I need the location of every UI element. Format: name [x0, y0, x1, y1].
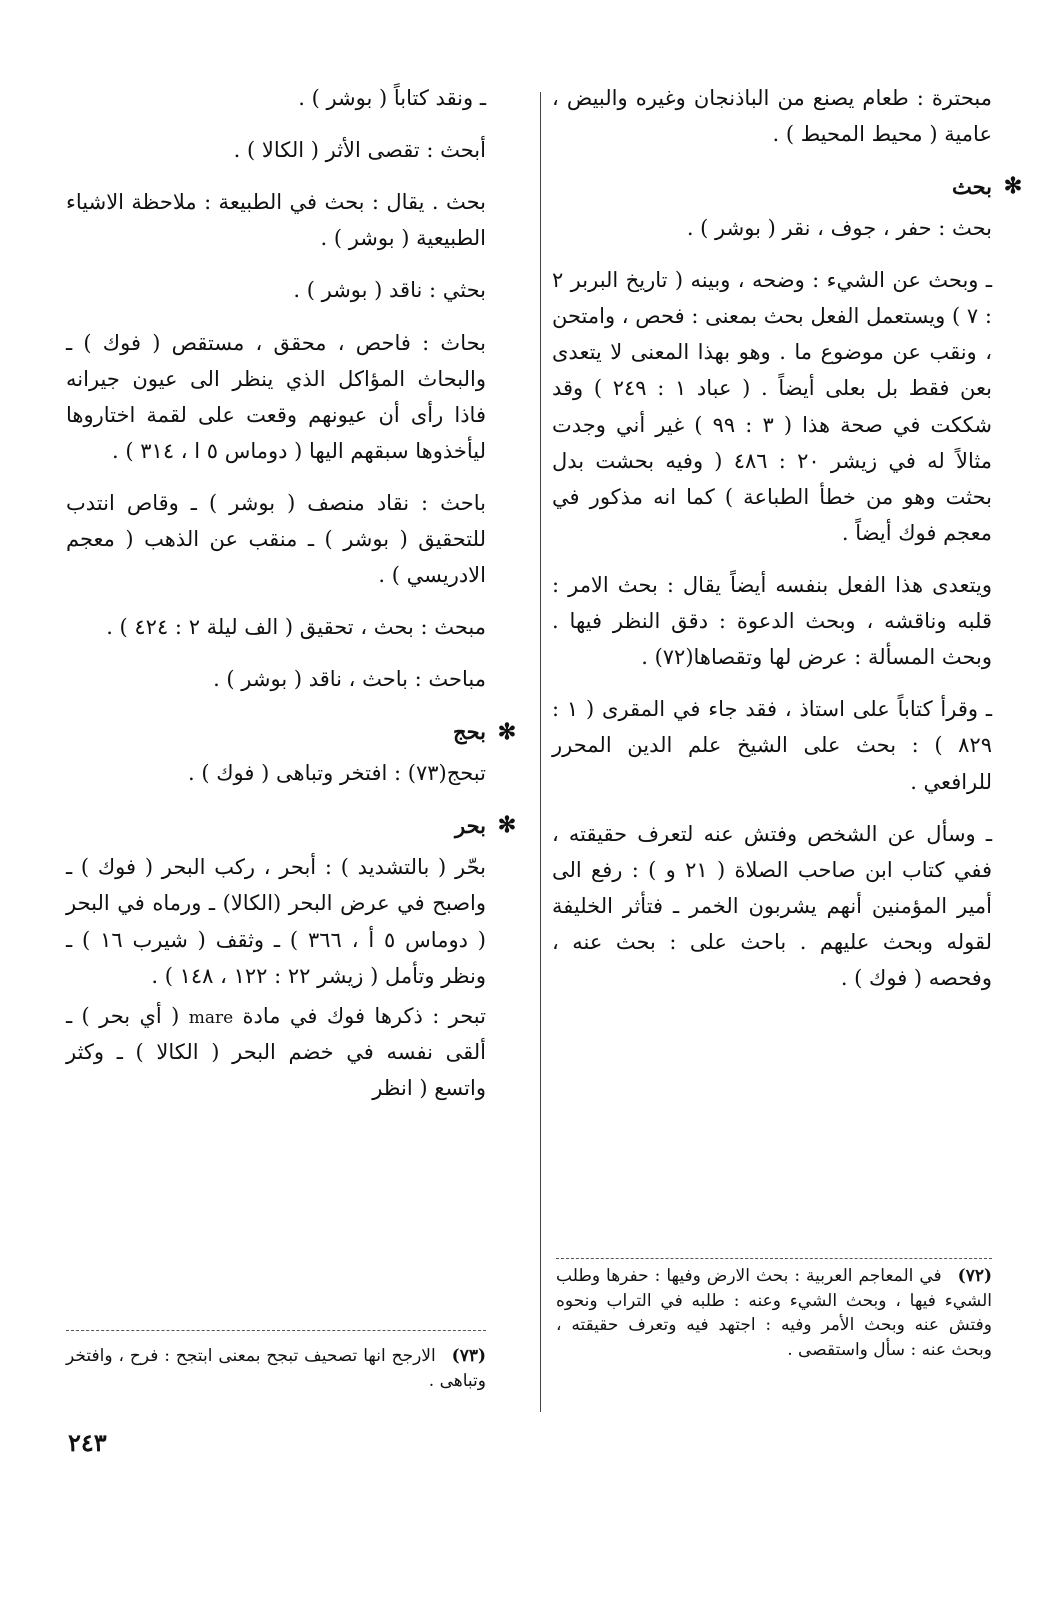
- right-column: [552, 80, 1023, 1012]
- entry-bahatha: بحث : حفر ، جوف ، نقر ( بوشر ) .: [686, 216, 992, 241]
- root-label: بحج: [453, 719, 486, 745]
- entry-naqada: ـ ونقد كتاباً ( بوشر ) .: [298, 86, 486, 110]
- root-heading-bhj: [66, 714, 517, 752]
- page-number: ٢٤٣: [68, 1428, 107, 1457]
- entry-bahth: بحث . يقال : بحث في الطبيعة : ملاحظة الاشياء الطبيعية ( بوشر ) .: [66, 190, 486, 251]
- footnote-rule-right: [556, 1258, 992, 1259]
- footnote-text: في المعاجم العربية : بحث الارض وفيها : حفرها وطلب الشيء فيها ، وبحث الشيء وعنه : طلبه في التراب ونحوه وفتش عنه وبحث الأمر وفيه : اجتهد فيه وتعرف حقيقته ، وبحث عنه : سأل واستقصى .: [556, 1266, 992, 1360]
- footnote-number: (٧٣): [451, 1346, 487, 1366]
- root-heading-bhr: [66, 807, 517, 845]
- root-label: بحث: [951, 174, 992, 200]
- entry-abhatha: أبحث : تقصى الأثر ( الكالا ) .: [233, 138, 486, 163]
- entry-tabahhara-a: تبحر : ذكرها فوك في مادة: [242, 1003, 486, 1028]
- column-divider: [540, 92, 541, 1412]
- entry-tabahhara: [66, 998, 486, 1106]
- footnote-number: (٧٢): [957, 1266, 992, 1286]
- asterisk-icon: ✻: [497, 812, 517, 839]
- footnote-72: [556, 1264, 992, 1363]
- entry-mubahtara: مبحترة : طعام يصنع من الباذنجان وغيره والبيض ، عامية ( محيط المحيط ) .: [552, 86, 992, 147]
- entry-bahhath: بحاث : فاحص ، محقق ، مستقص ( فوك ) ـ والبحاث المؤاكل الذي ينظر الى عيون جيرانه فاذا رأى أن عيونهم وقعت على لقمة اختاروها ليأخذوها سبقهم اليها ( دوماس ٥ ا ، ٣١٤ ) .: [66, 330, 486, 463]
- entry-mabhath: مبحث : بحث ، تحقيق ( الف ليلة ٢ : ٤٢٤ ) .: [106, 615, 486, 640]
- left-column: [66, 80, 517, 1122]
- entry-tabajjaha: تبحج(٧٣) : افتخر وتباهى ( فوك ) .: [188, 761, 486, 786]
- root-label: بحر: [455, 813, 486, 839]
- entry-saala: ـ وسأل عن الشخص وفتش عنه لتعرف حقيقته ، ففي كتاب ابن صاحب الصلاة ( ٢١ و ) : رفع الى أمير المؤمنين أنهم يشربون الخمر ـ فتأثر الخليفة لقوله وبحث عليهم . باحث على : بحث عنه ، وفحصه ( فوك ) .: [552, 821, 992, 991]
- asterisk-icon: ✻: [497, 718, 517, 745]
- entry-tabahhara-b: ( أي بحر ) ـ ألقى نفسه في خضم البحر ( الكالا ) ـ وكثر واتسع ( انظر: [66, 1003, 486, 1100]
- entry-yataadda: ويتعدى هذا الفعل بنفسه أيضاً يقال : بحث الامر : قلبه وناقشه ، وبحث الدعوة : دقق النظر فيها . وبحث المسألة : عرض لها وتقصاها(٧٢) .: [552, 573, 992, 670]
- entry-bahhara: بحّر ( بالتشديد ) : أبحر ، ركب البحر ( فوك ) ـ واصبح في عرض البحر (الكالا) ـ ورماه في البحر ( دوماس ٥ أ ، ٣٦٦ ) ـ وثقف ( شيرب ١٦ ) ـ ونظر وتأمل ( زيشر ٢٢ : ١٢٢ ، ١٤٨ ) .: [66, 855, 487, 988]
- entry-bahith: باحث : نقاد منصف ( بوشر ) ـ وقاص انتدب للتحقيق ( بوشر ) ـ منقب عن الذهب ( معجم الادريسي ) .: [66, 490, 486, 588]
- root-heading-bhth: [552, 168, 1023, 206]
- latin-term: mare: [188, 1007, 234, 1028]
- entry-bahatha-an: ـ وبحث عن الشيء : وضحه ، وبينه ( تاريخ البربر ٢ : ٧ ) ويستعمل الفعل بحث بمعنى : فحص ، وامتحن ، ونقب عن موضوع ما . وهو بهذا المعنى لا يتعدى بعن فقط بل بعلى أيضاً . ( عباد ١ : ٢٤٩ ) وقد شككت في صحة هذا ( ٣ : ٩٩ ) غير أني وجدت مثالاً له في زيشر ٢٠ : ٤٨٦ ( وفيه بحشت بدل بحثت وهو من خطأ الطباعة ) كما انه مذكور في معجم فوك أيضاً .: [552, 268, 992, 545]
- entry-qaraa: ـ وقرأ كتاباً على استاذ ، فقد جاء في المقرى ( ١ : ٨٢٩ ) : بحث على الشيخ علم الدين المحرر للرافعي .: [552, 697, 992, 794]
- asterisk-icon: ✻: [1003, 173, 1023, 200]
- entry-bahthi: بحثي : ناقد ( بوشر ) .: [293, 278, 486, 303]
- footnote-text: الارجح انها تصحيف تبجح بمعنى ابتجح : فرح ، وافتخر وتباهى .: [66, 1346, 486, 1391]
- footnote-73: [66, 1344, 486, 1393]
- entry-mubahith: مباحث : باحث ، ناقد ( بوشر ) .: [213, 667, 486, 692]
- footnote-rule-left: [66, 1330, 486, 1331]
